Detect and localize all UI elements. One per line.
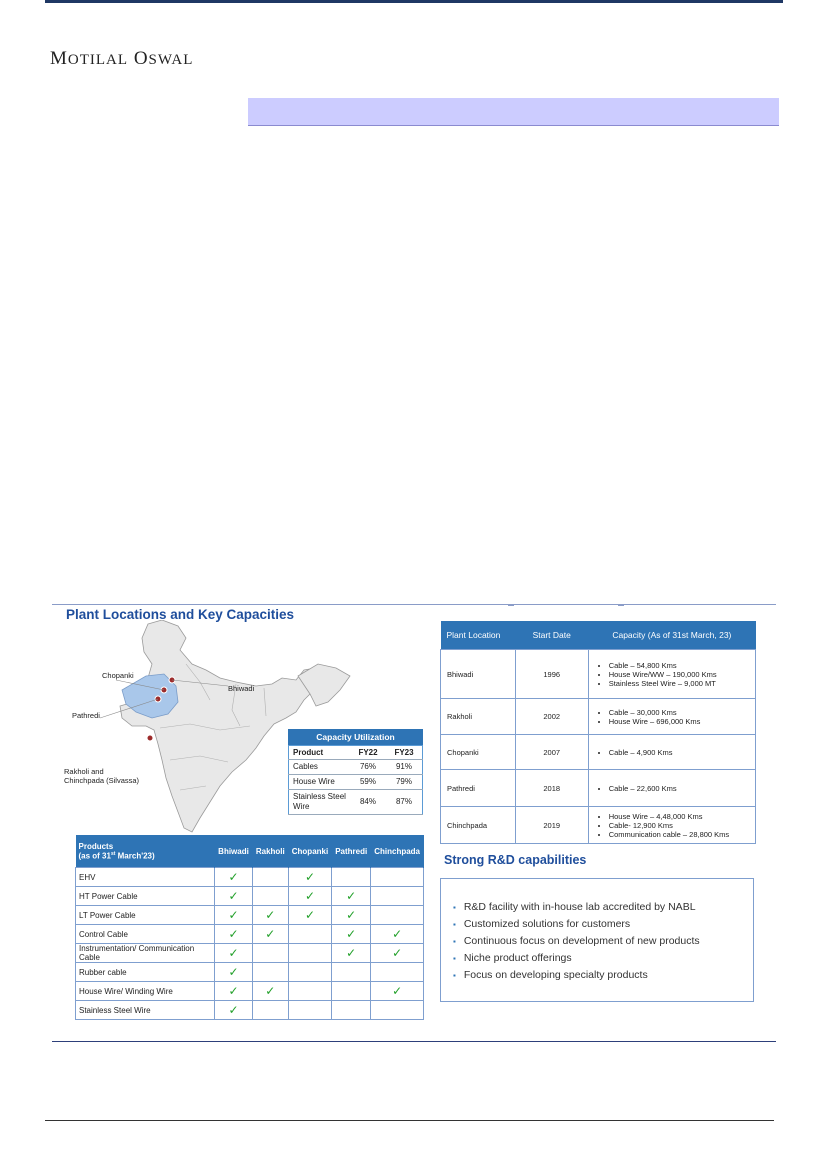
rd-item: ▪ R&D facility with in-house lab accredited by NABL	[453, 901, 696, 913]
table-row	[441, 699, 756, 735]
empty-cell	[332, 1001, 371, 1020]
product-name: Control Cable	[76, 925, 215, 944]
product-cell: Stainless Steel Wire	[289, 790, 351, 815]
check-icon: ✓	[215, 982, 253, 1001]
bullet-icon: ▪	[453, 920, 456, 929]
check-icon: ✓	[332, 925, 371, 944]
capacity-cell	[588, 807, 755, 844]
empty-cell	[288, 944, 331, 963]
divider-dot	[618, 604, 624, 606]
section-header-band	[248, 98, 779, 126]
table-row	[76, 982, 424, 1001]
table-header-row	[289, 746, 423, 760]
value-cell: 87%	[386, 790, 423, 815]
bullet-icon: ▪	[453, 954, 456, 963]
rd-title: Strong R&D capabilities	[444, 853, 587, 867]
rd-item: ▪ Continuous focus on development of new products	[453, 935, 700, 947]
capacity-item: • House Wire – 696,000 Kms	[609, 717, 749, 726]
capacity-cell	[588, 650, 755, 699]
rd-item: ▪ Focus on developing specialty products	[453, 969, 648, 981]
empty-cell	[288, 925, 331, 944]
plant-location: Pathredi	[441, 770, 516, 807]
check-icon: ✓	[215, 1001, 253, 1020]
plant-header-pathredi: Pathredi	[332, 835, 371, 868]
bullet-icon: ▪	[453, 903, 456, 912]
check-icon: ✓	[215, 944, 253, 963]
product-name: HT Power Cable	[76, 887, 215, 906]
value-cell: 76%	[350, 760, 386, 775]
empty-cell	[252, 963, 288, 982]
table-row	[76, 868, 424, 887]
check-icon: ✓	[252, 925, 288, 944]
table-header-row	[76, 835, 424, 868]
check-icon: ✓	[215, 887, 253, 906]
check-icon: ✓	[215, 868, 253, 887]
exhibit-title: Plant Locations and Key Capacities	[66, 607, 295, 622]
table-row	[441, 650, 756, 699]
empty-cell	[252, 944, 288, 963]
plant-location: Rakholi	[441, 699, 516, 735]
divider-dot	[508, 604, 514, 606]
product-name: EHV	[76, 868, 215, 887]
table-row	[289, 790, 423, 815]
empty-cell	[252, 1001, 288, 1020]
products-table	[75, 835, 424, 1020]
table-row	[76, 944, 424, 963]
capacity-utilization-title: Capacity Utilization	[288, 729, 423, 745]
check-icon: ✓	[215, 963, 253, 982]
empty-cell	[332, 982, 371, 1001]
plant-location: Chopanki	[441, 735, 516, 770]
plant-header-bhiwadi: Bhiwadi	[215, 835, 253, 868]
check-icon: ✓	[332, 906, 371, 925]
table-row	[76, 1001, 424, 1020]
footer-rule	[45, 1120, 774, 1121]
check-icon: ✓	[332, 944, 371, 963]
rd-item: ▪ Customized solutions for customers	[453, 918, 631, 930]
column-header: Plant Location	[441, 621, 516, 650]
table-row	[76, 887, 424, 906]
capacity-item: • Cable – 54,800 Kms	[609, 661, 749, 670]
product-name: Instrumentation/ Communication Cable	[76, 944, 215, 963]
check-icon: ✓	[252, 982, 288, 1001]
capacity-item: • Cable – 4,900 Kms	[609, 748, 749, 757]
rd-item: ▪ Niche product offerings	[453, 952, 572, 964]
bullet-icon: ▪	[453, 971, 456, 980]
check-icon: ✓	[215, 906, 253, 925]
rakholi-marker	[147, 735, 153, 741]
start-date: 2018	[515, 770, 588, 807]
map-label-bhiwadi: Bhiwadi	[228, 684, 255, 693]
start-date: 2002	[515, 699, 588, 735]
empty-cell	[371, 906, 424, 925]
check-icon: ✓	[371, 982, 424, 1001]
rd-box	[440, 878, 754, 1002]
check-icon: ✓	[371, 944, 424, 963]
capacity-cell	[588, 735, 755, 770]
plant-header-chinchpada: Chinchpada	[371, 835, 424, 868]
capacity-cell	[588, 699, 755, 735]
map-label-pathredi: Pathredi	[72, 711, 100, 720]
plant-capacity-table	[440, 621, 756, 844]
check-icon: ✓	[288, 906, 331, 925]
empty-cell	[252, 887, 288, 906]
empty-cell	[288, 982, 331, 1001]
empty-cell	[288, 1001, 331, 1020]
empty-cell	[332, 868, 371, 887]
check-icon: ✓	[288, 868, 331, 887]
start-date: 1996	[515, 650, 588, 699]
capacity-item: • Cable- 12,900 Kms	[609, 821, 749, 830]
check-icon: ✓	[252, 906, 288, 925]
table-row	[441, 807, 756, 844]
start-date: 2007	[515, 735, 588, 770]
table-header-row	[441, 621, 756, 650]
plant-header-chopanki: Chopanki	[288, 835, 331, 868]
empty-cell	[371, 868, 424, 887]
product-cell: House Wire	[289, 775, 351, 790]
products-header: Products (as of 31st March'23)	[76, 835, 215, 868]
plant-location: Chinchpada	[441, 807, 516, 844]
product-name: Rubber cable	[76, 963, 215, 982]
capacity-item: • House Wire/WW – 190,000 Kms	[609, 670, 749, 679]
map-label-chopanki: Chopanki	[102, 671, 134, 680]
table-row	[289, 775, 423, 790]
table-row	[76, 925, 424, 944]
start-date: 2019	[515, 807, 588, 844]
map-label-rakholi: Rakholi and Chinchpada (Silvassa)	[64, 767, 140, 785]
empty-cell	[288, 963, 331, 982]
empty-cell	[371, 887, 424, 906]
capacity-item: • Stainless Steel Wire – 9,000 MT	[609, 679, 749, 688]
column-header: Capacity (As of 31st March, 23)	[588, 621, 755, 650]
empty-cell	[332, 963, 371, 982]
check-icon: ✓	[332, 887, 371, 906]
plant-header-rakholi: Rakholi	[252, 835, 288, 868]
column-header: Start Date	[515, 621, 588, 650]
table-row	[289, 760, 423, 775]
table-row	[76, 963, 424, 982]
capacity-item: • Cable – 30,000 Kms	[609, 708, 749, 717]
brand-logo: MOTILAL OSWAL	[50, 48, 194, 69]
column-header: FY23	[386, 746, 423, 760]
table-row	[441, 770, 756, 807]
capacity-item: • Communication cable – 28,800 Kms	[609, 830, 749, 839]
column-header: FY22	[350, 746, 386, 760]
product-name: LT Power Cable	[76, 906, 215, 925]
bullet-icon: ▪	[453, 937, 456, 946]
check-icon: ✓	[215, 925, 253, 944]
empty-cell	[252, 868, 288, 887]
top-rule	[45, 0, 783, 3]
check-icon: ✓	[371, 925, 424, 944]
product-name: Stainless Steel Wire	[76, 1001, 215, 1020]
plant-location: Bhiwadi	[441, 650, 516, 699]
value-cell: 79%	[386, 775, 423, 790]
product-name: House Wire/ Winding Wire	[76, 982, 215, 1001]
capacity-utilization-table	[288, 729, 423, 815]
empty-cell	[371, 963, 424, 982]
value-cell: 59%	[350, 775, 386, 790]
product-cell: Cables	[289, 760, 351, 775]
value-cell: 91%	[386, 760, 423, 775]
capacity-item: • House Wire – 4,48,000 Kms	[609, 812, 749, 821]
capacity-cell	[588, 770, 755, 807]
table-row	[76, 906, 424, 925]
check-icon: ✓	[288, 887, 331, 906]
empty-cell	[371, 1001, 424, 1020]
column-header: Product	[289, 746, 351, 760]
capacity-item: • Cable – 22,600 Kms	[609, 784, 749, 793]
value-cell: 84%	[350, 790, 386, 815]
table-row	[441, 735, 756, 770]
